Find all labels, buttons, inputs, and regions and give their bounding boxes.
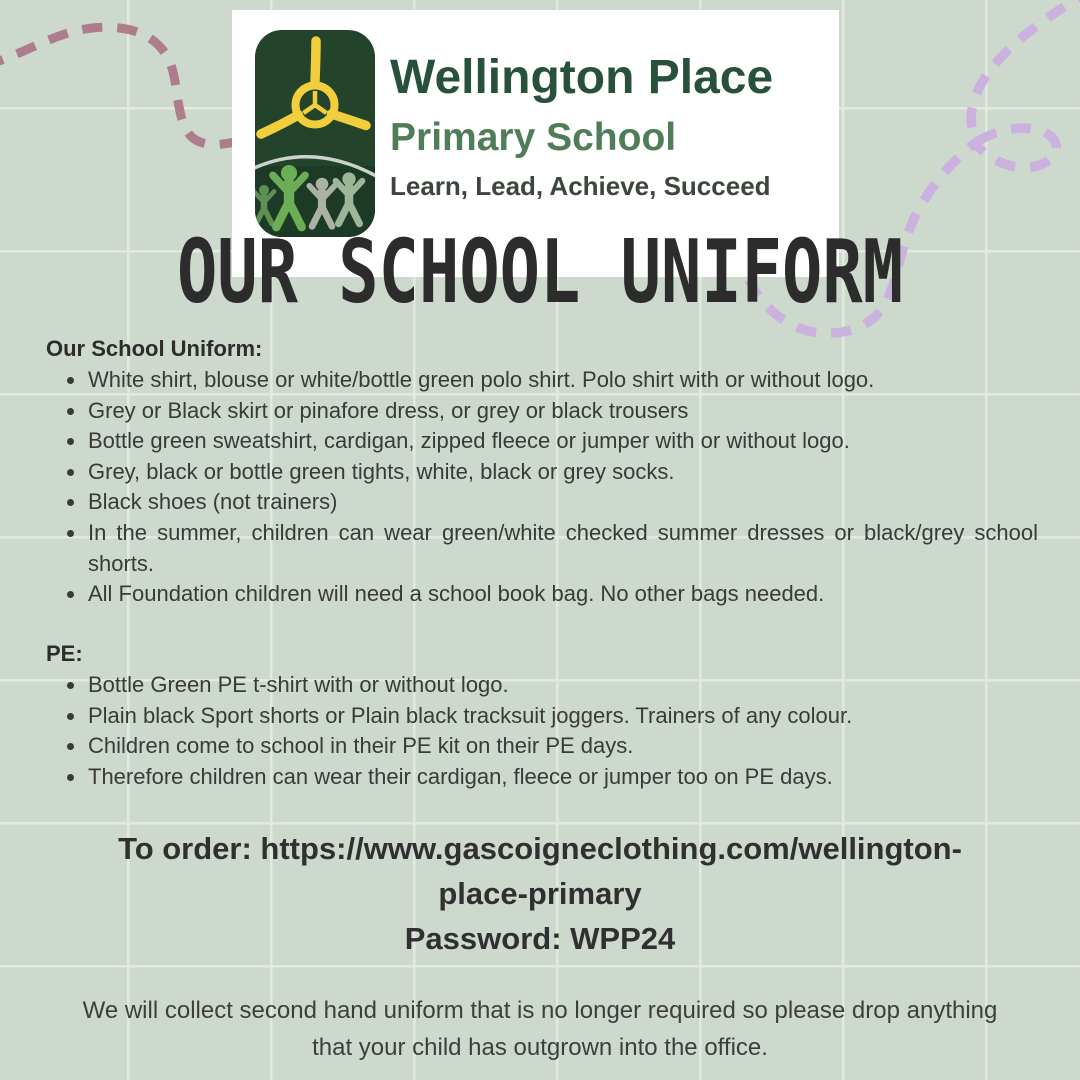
list-item [46, 579, 1038, 610]
list-item [46, 731, 1038, 762]
list-item-text: Grey or Black skirt or pinafore dress, or grey or black trousers [88, 397, 689, 423]
list-item [46, 670, 1038, 701]
bullet-dot [67, 408, 74, 415]
list-item-text: Grey, black or bottle green tights, white, black or grey socks. [88, 458, 675, 484]
list-item [46, 487, 1038, 518]
list-item [46, 365, 1038, 396]
list-item [46, 396, 1038, 427]
order-password: Password: WPP24 [404, 921, 676, 956]
list-item-text: White shirt, blouse or white/bottle green polo shirt. Polo shirt with or without logo. [88, 367, 875, 392]
order-url-line1: To order: https://www.gascoigneclothing.com/wellington- [118, 831, 962, 866]
pe-section [46, 639, 1038, 792]
bullet-dot [67, 774, 74, 781]
school-motto: Learn, Lead, Achieve, Succeed [390, 171, 771, 201]
list-item-text: In the summer, children can wear green/white checked summer dresses or black/grey school shorts. [88, 519, 1038, 576]
order-info [40, 826, 1040, 961]
school-logo [255, 30, 375, 237]
pe-heading: PE: [46, 641, 83, 666]
list-item-text: Therefore children can wear their cardigan, fleece or jumper too on PE days. [88, 763, 833, 789]
list-item [46, 457, 1038, 488]
bullet-dot [67, 377, 74, 384]
bullet-dot [67, 713, 74, 720]
list-item-text: Plain black Sport shorts or Plain black tracksuit joggers. Trainers of any colour. [88, 702, 853, 728]
bullet-dot [67, 469, 74, 476]
list-item-text: All Foundation children will need a school book bag. No other bags needed. [88, 581, 825, 607]
list-item-text: Bottle green sweatshirt, cardigan, zipped fleece or jumper with or without logo. [88, 428, 850, 454]
second-hand-note: We will collect second hand uniform that is no longer required so please drop anything that your child has outgrown into the office. [82, 997, 998, 1061]
list-item [46, 762, 1038, 793]
list-item-text: Children come to school in their PE kit on their PE days. [88, 733, 634, 759]
bullet-dot [67, 682, 74, 689]
pink-squiggle-icon [0, 27, 242, 144]
bullet-dot [67, 530, 74, 537]
uniform-section [46, 334, 1038, 610]
school-type: Primary School [390, 116, 677, 159]
list-item [46, 426, 1038, 457]
list-item-text: Bottle Green PE t-shirt with or without logo. [88, 672, 509, 697]
bullet-dot [67, 743, 74, 750]
bullet-dot [67, 438, 74, 445]
list-item-text: Black shoes (not trainers) [88, 489, 338, 515]
page-title: OUR SCHOOL UNIFORM [176, 221, 904, 323]
list-item [46, 518, 1038, 579]
uniform-heading: Our School Uniform: [46, 336, 263, 361]
school-name: Wellington Place [390, 51, 774, 104]
bullet-dot [67, 591, 74, 598]
list-item [46, 701, 1038, 732]
order-url-line2: place-primary [438, 876, 642, 911]
uniform-list [46, 365, 1038, 610]
pe-list [46, 670, 1038, 792]
bullet-dot [67, 499, 74, 506]
